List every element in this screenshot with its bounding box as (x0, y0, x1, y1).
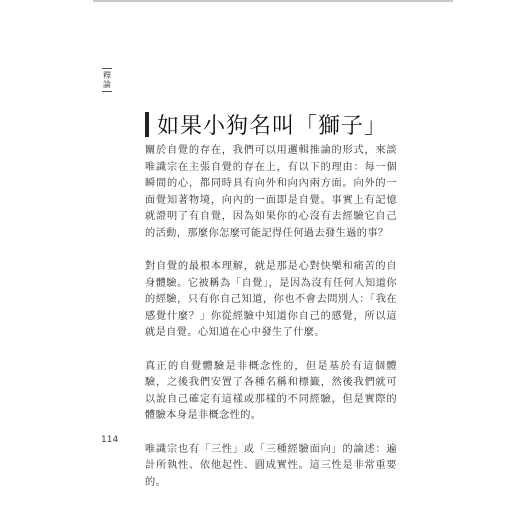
top-edge-line (93, 0, 453, 2)
section-heading (145, 109, 387, 140)
paragraph-2: 對自覺的最根本理解，就是那是心對快樂和痛苦的自身體驗。它被稱為「自覺」，是因為沒有任何人知道你的經驗，只有你自己知道，你也不會去問別人：「我在感覺什麼？」你從經驗中知道你自己的感覺，所以這就是自覺。心知道在心中發生了什麼。 (145, 261, 397, 338)
paragraph-3: 真正的自覺體驗是非概念性的，但是基於有這個體驗，之後我們安置了各種名稱和標籤，然後我們就可以說自己確定有這樣或那樣的不同經驗，但是實際的體驗本身是非概念性的。 (145, 360, 397, 421)
paragraph-1: 關於自覺的存在，我們可以用邏輯推論的形式，來談唯識宗在主張自覺的存在上，有以下的理由：每一個瞬間的心，都同時具有向外和向內兩方面。向外的一面覺知著物境，向內的一面即是自覺。事實上有記憶就證明了有自覺，因為如果你的心沒有去經驗它自己的活動，那麼你怎麼可能記得任何過去發生過的事？ (145, 145, 397, 239)
page-number: 114 (101, 435, 119, 445)
paragraph-4: 唯識宗也有「三性」或「三種經驗面向」的論述：遍計所執性、依他起性、圓成實性。這三性是非常重要的。 (145, 443, 397, 488)
section-tab-bottom-rule (102, 91, 112, 92)
body-text (145, 143, 397, 508)
heading-marker-bar (145, 112, 149, 137)
section-tab-label: 釋論 (102, 71, 112, 89)
heading-title: 如果小狗名叫「獅子」 (157, 114, 388, 139)
section-tab (100, 68, 114, 92)
